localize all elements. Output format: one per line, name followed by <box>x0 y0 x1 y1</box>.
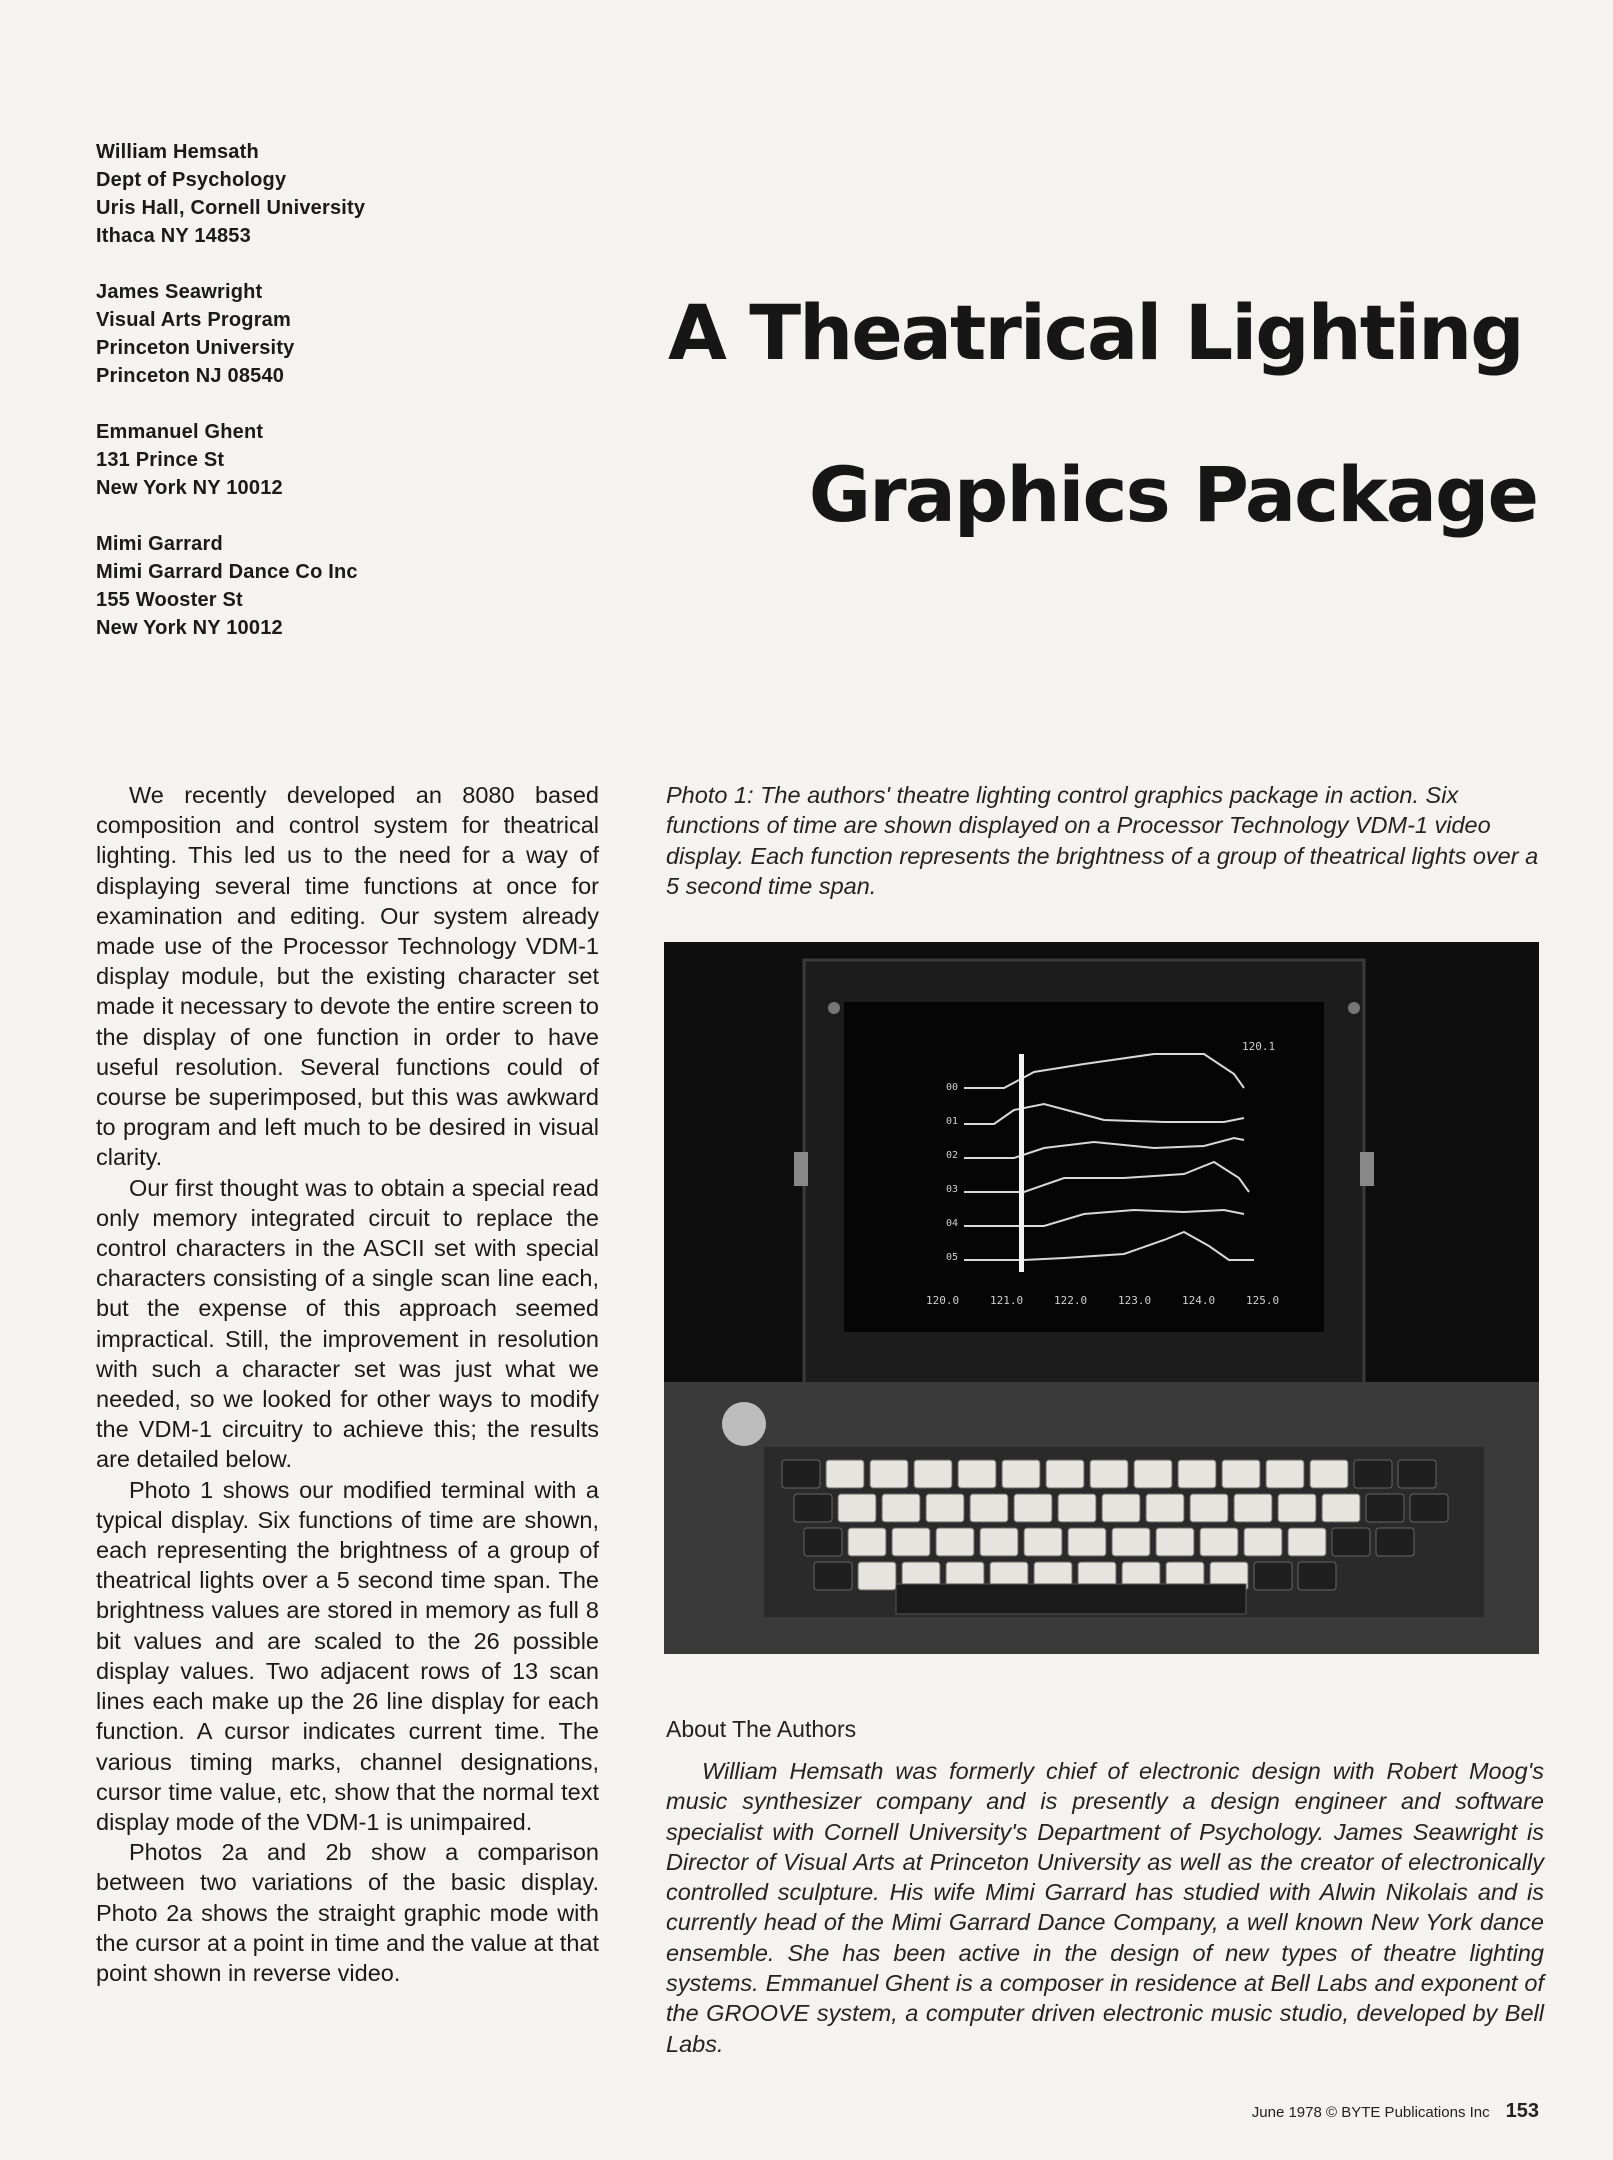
body-paragraph: Photo 1 shows our modified terminal with a typical display. Six functions of time are shown, each representing the brightness of a group of theatrical lights over a 5 second time span. The brightness values are stored in memory as full 8 bit values and are scaled to the 26 possible display values. Two adjacent rows of 13 scan lines each make up the 26 line display for each function. A cursor indicates current time. The various timing marks, channel designations, cursor time value, etc, show that the normal text display mode of the VDM-1 is unimpaired. <box>96 1476 599 1835</box>
photo-caption <box>666 780 1546 902</box>
keyboard-key <box>1322 1494 1360 1522</box>
keyboard-key <box>858 1562 896 1590</box>
author-block <box>96 530 436 642</box>
keyboard-key <box>1178 1460 1216 1488</box>
keyboard-key <box>814 1562 852 1590</box>
author-line: William Hemsath <box>96 141 259 163</box>
author-line: Princeton NJ 08540 <box>96 365 285 387</box>
keyboard-key <box>794 1494 832 1522</box>
keyboard-key <box>1254 1562 1292 1590</box>
channel-label: 04 <box>946 1218 959 1229</box>
author-line: Dept of Psychology <box>96 169 287 191</box>
about-authors-heading: About The Authors <box>666 1716 857 1742</box>
keyboard-key <box>1058 1494 1096 1522</box>
space-bar <box>896 1584 1246 1614</box>
screw-icon <box>828 1002 840 1014</box>
body-text-column <box>96 780 599 1988</box>
channel-label: 00 <box>946 1082 959 1093</box>
author-line: New York NY 10012 <box>96 477 283 499</box>
latch-icon <box>794 1152 808 1186</box>
article-title-line-1: A Theatrical Lighting <box>668 288 1523 377</box>
keyboard-key <box>1102 1494 1140 1522</box>
keyboard-key <box>1244 1528 1282 1556</box>
page-footer <box>1252 2100 1539 2123</box>
keyboard-key <box>1156 1528 1194 1556</box>
author-block <box>96 278 436 390</box>
author-line: Mimi Garrard Dance Co Inc <box>96 561 358 583</box>
keyboard-key <box>1332 1528 1370 1556</box>
keyboard-key <box>1366 1494 1404 1522</box>
photo-terminal <box>664 942 1539 1654</box>
about-authors-paragraph: William Hemsath was formerly chief of electronic design with Robert Moog's music synthesizer company and is presently a design engineer and software specialist with Cornell University's Department of Psychology. James Seawright is Director of Visual Arts at Princeton University as well as the creator of electronically controlled sculpture. His wife Mimi Garrard has studied with Alwin Nikolais and is currently head of the Mimi Garrard Dance Company, a well known New York dance ensemble. She has been active in the design of new types of theatre lighting systems. Emmanuel Ghent is a composer in residence at Bell Labs and exponent of the GROOVE system, a computer driven electronic music studio, developed by Bell Labs. <box>666 1758 1544 2057</box>
keyboard-key <box>1014 1494 1052 1522</box>
keyboard-key <box>958 1460 996 1488</box>
time-label: 123.0 <box>1118 1294 1152 1307</box>
keyboard-key <box>1024 1528 1062 1556</box>
page-number: 153 <box>1505 2100 1539 2122</box>
author-block <box>96 418 436 502</box>
time-label: 122.0 <box>1054 1294 1088 1307</box>
keyboard-key <box>1298 1562 1336 1590</box>
article-title-line-2: Graphics Package <box>808 450 1537 539</box>
keyboard-key <box>970 1494 1008 1522</box>
keyboard-key <box>914 1460 952 1488</box>
keyboard-key <box>1190 1494 1228 1522</box>
author-line: 155 Wooster St <box>96 589 243 611</box>
time-cursor <box>1019 1054 1024 1272</box>
time-label: 120.0 <box>926 1294 960 1307</box>
keyboard-key <box>1222 1460 1260 1488</box>
latch-icon <box>1360 1152 1374 1186</box>
keyboard-key <box>1200 1528 1238 1556</box>
author-line: Emmanuel Ghent <box>96 421 264 443</box>
keyboard-key <box>1266 1460 1304 1488</box>
photo-caption-text: Photo 1: The authors' theatre lighting control graphics package in action. Six functions of time are shown displayed on a Processor Technology VDM-1 video display. Each function represents the brightness of a group of theatrical lights over a 5 second time span. <box>666 782 1539 900</box>
body-paragraph: Photos 2a and 2b show a comparison between two variations of the basic display. Photo 2a shows the straight graphic mode with the cursor at a point in time and the value at that point shown in reverse video. <box>96 1839 599 1986</box>
footer-date-publisher: June 1978 © BYTE Publications Inc <box>1251 2104 1490 2121</box>
keyboard-key <box>870 1460 908 1488</box>
about-authors-text <box>666 1756 1544 2059</box>
author-affiliations <box>96 138 436 670</box>
keyboard-key <box>782 1460 820 1488</box>
keyboard-key <box>936 1528 974 1556</box>
channel-label: 02 <box>946 1150 959 1161</box>
keyboard-key <box>892 1528 930 1556</box>
screen-cursor-value: 120.1 <box>1242 1040 1276 1053</box>
keyboard-key <box>1410 1494 1448 1522</box>
author-line: Mimi Garrard <box>96 533 223 555</box>
terminal-illustration <box>664 942 1539 1654</box>
screw-icon <box>1348 1002 1360 1014</box>
time-label: 125.0 <box>1246 1294 1280 1307</box>
keyboard-key <box>848 1528 886 1556</box>
keyboard-key <box>1278 1494 1316 1522</box>
keyboard-key <box>1090 1460 1128 1488</box>
author-line: Uris Hall, Cornell University <box>96 197 366 219</box>
channel-label: 03 <box>946 1184 959 1195</box>
author-line: 131 Prince St <box>96 449 225 471</box>
body-paragraph: We recently developed an 8080 based composition and control system for theatrical lighting. This led us to the need for a way of displaying several time functions at once for examination and editing. Our system already made use of the Processor Technology VDM-1 display module, but the existing character set made it necessary to devote the entire screen to the display of one function in order to have useful resolution. Several functions could of course be superimposed, but this was awkward to program and left much to be desired in visual clarity. <box>96 782 599 1171</box>
author-line: Ithaca NY 14853 <box>96 225 251 247</box>
keyboard-key <box>1398 1460 1436 1488</box>
keyboard-key <box>882 1494 920 1522</box>
author-line: Visual Arts Program <box>96 309 291 331</box>
time-label: 124.0 <box>1182 1294 1216 1307</box>
keyboard-key <box>838 1494 876 1522</box>
keyboard-key <box>826 1460 864 1488</box>
keyboard-key <box>1376 1528 1414 1556</box>
keyboard-key <box>1068 1528 1106 1556</box>
keyboard-key <box>804 1528 842 1556</box>
keyboard-key <box>1112 1528 1150 1556</box>
keyboard-key <box>1234 1494 1272 1522</box>
author-line: James Seawright <box>96 281 263 303</box>
author-line: Princeton University <box>96 337 295 359</box>
channel-label: 05 <box>946 1252 959 1263</box>
author-line: New York NY 10012 <box>96 617 283 639</box>
channel-label: 01 <box>946 1116 959 1127</box>
keyboard-key <box>1354 1460 1392 1488</box>
keyboard-key <box>980 1528 1018 1556</box>
keyboard-key <box>1002 1460 1040 1488</box>
time-label: 121.0 <box>990 1294 1024 1307</box>
keyboard-key <box>1310 1460 1348 1488</box>
keyboard-key <box>1146 1494 1184 1522</box>
keyboard-key <box>1288 1528 1326 1556</box>
keyboard-key <box>1134 1460 1172 1488</box>
knob-icon <box>722 1402 766 1446</box>
keyboard-key <box>926 1494 964 1522</box>
keyboard-key <box>1046 1460 1084 1488</box>
author-block <box>96 138 436 250</box>
body-paragraph: Our first thought was to obtain a special read only memory integrated circuit to replace the control characters in the ASCII set with special characters consisting of a single scan line each, but the expense of this approach seemed impractical. Still, the improvement in resolution with such a character set was just what we needed, so we looked for other ways to modify the VDM-1 circuitry to achieve this; the results are detailed below. <box>96 1174 599 1473</box>
